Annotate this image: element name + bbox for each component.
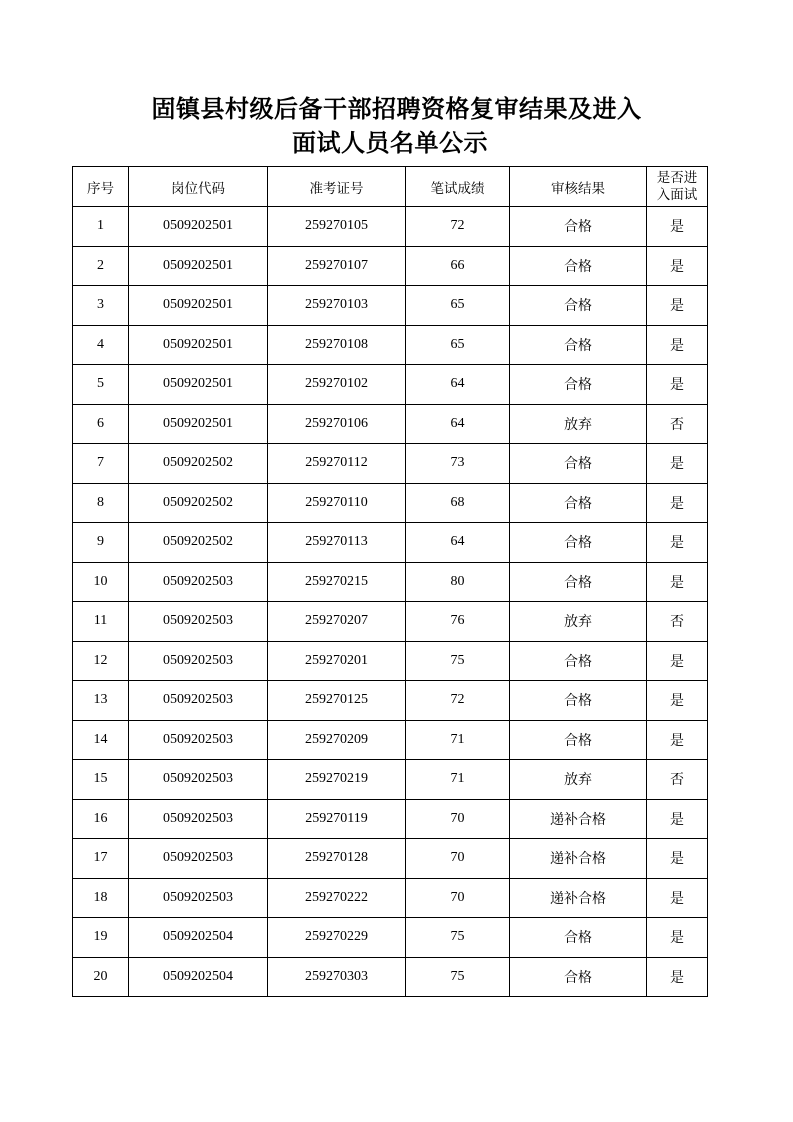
cell-score: 70 xyxy=(406,839,510,879)
table-row xyxy=(73,207,708,247)
cell-interview: 是 xyxy=(647,286,708,326)
cell-ticket-no: 259270201 xyxy=(268,641,406,681)
table-row xyxy=(73,799,708,839)
cell-review-result: 合格 xyxy=(510,483,647,523)
cell-seq: 7 xyxy=(73,444,129,484)
cell-score: 68 xyxy=(406,483,510,523)
cell-seq: 13 xyxy=(73,681,129,721)
cell-interview: 是 xyxy=(647,365,708,405)
table-row xyxy=(73,720,708,760)
cell-seq: 20 xyxy=(73,957,129,997)
cell-review-result: 合格 xyxy=(510,720,647,760)
table-row xyxy=(73,325,708,365)
cell-review-result: 递补合格 xyxy=(510,799,647,839)
cell-review-result: 合格 xyxy=(510,286,647,326)
page-title-line-1: 固镇县村级后备干部招聘资格复审结果及进入 xyxy=(151,94,642,123)
header-seq: 序号 xyxy=(73,167,129,207)
cell-post-code: 0509202502 xyxy=(129,483,268,523)
cell-seq: 16 xyxy=(73,799,129,839)
cell-interview: 否 xyxy=(647,404,708,444)
cell-interview: 是 xyxy=(647,483,708,523)
header-interview-line-2: 入面试 xyxy=(656,186,698,203)
cell-post-code: 0509202501 xyxy=(129,207,268,247)
cell-post-code: 0509202502 xyxy=(129,523,268,563)
cell-interview: 否 xyxy=(647,760,708,800)
cell-post-code: 0509202501 xyxy=(129,286,268,326)
cell-ticket-no: 259270108 xyxy=(268,325,406,365)
cell-post-code: 0509202503 xyxy=(129,602,268,642)
table-row xyxy=(73,365,708,405)
cell-ticket-no: 259270222 xyxy=(268,878,406,918)
cell-seq: 11 xyxy=(73,602,129,642)
cell-interview: 是 xyxy=(647,641,708,681)
cell-score: 72 xyxy=(406,681,510,721)
cell-interview: 是 xyxy=(647,207,708,247)
cell-interview: 是 xyxy=(647,246,708,286)
cell-seq: 18 xyxy=(73,878,129,918)
table-row xyxy=(73,918,708,958)
cell-post-code: 0509202503 xyxy=(129,760,268,800)
table-header-row xyxy=(73,167,708,207)
cell-interview: 是 xyxy=(647,799,708,839)
cell-interview: 是 xyxy=(647,878,708,918)
cell-review-result: 合格 xyxy=(510,444,647,484)
cell-review-result: 放弃 xyxy=(510,404,647,444)
cell-ticket-no: 259270112 xyxy=(268,444,406,484)
cell-review-result: 合格 xyxy=(510,365,647,405)
cell-score: 75 xyxy=(406,641,510,681)
table-row xyxy=(73,523,708,563)
cell-score: 70 xyxy=(406,799,510,839)
cell-post-code: 0509202503 xyxy=(129,878,268,918)
cell-ticket-no: 259270215 xyxy=(268,562,406,602)
cell-ticket-no: 259270119 xyxy=(268,799,406,839)
cell-interview: 是 xyxy=(647,562,708,602)
table-row xyxy=(73,760,708,800)
cell-seq: 3 xyxy=(73,286,129,326)
cell-interview: 是 xyxy=(647,681,708,721)
cell-post-code: 0509202503 xyxy=(129,839,268,879)
cell-interview: 是 xyxy=(647,839,708,879)
cell-review-result: 合格 xyxy=(510,562,647,602)
cell-post-code: 0509202501 xyxy=(129,404,268,444)
cell-post-code: 0509202501 xyxy=(129,246,268,286)
cell-seq: 5 xyxy=(73,365,129,405)
cell-post-code: 0509202503 xyxy=(129,799,268,839)
page-title-line-2: 面试人员名单公示 xyxy=(292,128,488,157)
cell-seq: 1 xyxy=(73,207,129,247)
cell-review-result: 放弃 xyxy=(510,760,647,800)
header-ticket-no: 准考证号 xyxy=(268,167,406,207)
cell-seq: 12 xyxy=(73,641,129,681)
cell-ticket-no: 259270128 xyxy=(268,839,406,879)
cell-post-code: 0509202501 xyxy=(129,365,268,405)
cell-review-result: 递补合格 xyxy=(510,839,647,879)
cell-post-code: 0509202503 xyxy=(129,720,268,760)
table-row xyxy=(73,246,708,286)
cell-score: 65 xyxy=(406,286,510,326)
cell-seq: 9 xyxy=(73,523,129,563)
cell-ticket-no: 259270107 xyxy=(268,246,406,286)
cell-post-code: 0509202504 xyxy=(129,957,268,997)
cell-ticket-no: 259270106 xyxy=(268,404,406,444)
table-row xyxy=(73,957,708,997)
header-interview xyxy=(647,167,708,207)
cell-review-result: 合格 xyxy=(510,207,647,247)
results-table xyxy=(72,166,708,997)
cell-seq: 17 xyxy=(73,839,129,879)
cell-post-code: 0509202504 xyxy=(129,918,268,958)
table-row xyxy=(73,286,708,326)
cell-review-result: 合格 xyxy=(510,957,647,997)
cell-interview: 是 xyxy=(647,720,708,760)
cell-score: 75 xyxy=(406,957,510,997)
cell-post-code: 0509202501 xyxy=(129,325,268,365)
cell-score: 64 xyxy=(406,523,510,563)
table-body xyxy=(73,207,708,997)
table-row xyxy=(73,562,708,602)
cell-review-result: 合格 xyxy=(510,325,647,365)
cell-ticket-no: 259270209 xyxy=(268,720,406,760)
cell-ticket-no: 259270207 xyxy=(268,602,406,642)
cell-ticket-no: 259270105 xyxy=(268,207,406,247)
cell-seq: 6 xyxy=(73,404,129,444)
table-row xyxy=(73,602,708,642)
cell-interview: 是 xyxy=(647,325,708,365)
cell-review-result: 合格 xyxy=(510,246,647,286)
cell-ticket-no: 259270125 xyxy=(268,681,406,721)
cell-interview: 是 xyxy=(647,444,708,484)
cell-seq: 2 xyxy=(73,246,129,286)
cell-interview: 是 xyxy=(647,523,708,563)
cell-seq: 14 xyxy=(73,720,129,760)
cell-score: 65 xyxy=(406,325,510,365)
header-post-code: 岗位代码 xyxy=(129,167,268,207)
cell-score: 73 xyxy=(406,444,510,484)
cell-score: 71 xyxy=(406,720,510,760)
cell-review-result: 递补合格 xyxy=(510,878,647,918)
cell-score: 76 xyxy=(406,602,510,642)
cell-score: 72 xyxy=(406,207,510,247)
table-row xyxy=(73,444,708,484)
cell-seq: 19 xyxy=(73,918,129,958)
cell-post-code: 0509202502 xyxy=(129,444,268,484)
cell-ticket-no: 259270303 xyxy=(268,957,406,997)
header-score: 笔试成绩 xyxy=(406,167,510,207)
table-row xyxy=(73,641,708,681)
cell-review-result: 合格 xyxy=(510,523,647,563)
table-row xyxy=(73,404,708,444)
cell-seq: 4 xyxy=(73,325,129,365)
table-row xyxy=(73,681,708,721)
cell-score: 71 xyxy=(406,760,510,800)
cell-score: 66 xyxy=(406,246,510,286)
cell-ticket-no: 259270103 xyxy=(268,286,406,326)
cell-interview: 否 xyxy=(647,602,708,642)
cell-post-code: 0509202503 xyxy=(129,681,268,721)
cell-score: 70 xyxy=(406,878,510,918)
header-interview-line-1: 是否进 xyxy=(656,169,698,186)
page-title xyxy=(0,92,793,160)
cell-interview: 是 xyxy=(647,918,708,958)
cell-ticket-no: 259270113 xyxy=(268,523,406,563)
cell-seq: 15 xyxy=(73,760,129,800)
cell-ticket-no: 259270110 xyxy=(268,483,406,523)
cell-seq: 10 xyxy=(73,562,129,602)
cell-score: 64 xyxy=(406,365,510,405)
cell-ticket-no: 259270219 xyxy=(268,760,406,800)
cell-ticket-no: 259270102 xyxy=(268,365,406,405)
cell-score: 80 xyxy=(406,562,510,602)
cell-review-result: 放弃 xyxy=(510,602,647,642)
cell-seq: 8 xyxy=(73,483,129,523)
table-row xyxy=(73,878,708,918)
table-row xyxy=(73,483,708,523)
cell-ticket-no: 259270229 xyxy=(268,918,406,958)
cell-interview: 是 xyxy=(647,957,708,997)
cell-review-result: 合格 xyxy=(510,641,647,681)
cell-post-code: 0509202503 xyxy=(129,562,268,602)
cell-score: 75 xyxy=(406,918,510,958)
table-row xyxy=(73,839,708,879)
header-review-result: 审核结果 xyxy=(510,167,647,207)
cell-review-result: 合格 xyxy=(510,918,647,958)
cell-post-code: 0509202503 xyxy=(129,641,268,681)
cell-review-result: 合格 xyxy=(510,681,647,721)
cell-score: 64 xyxy=(406,404,510,444)
